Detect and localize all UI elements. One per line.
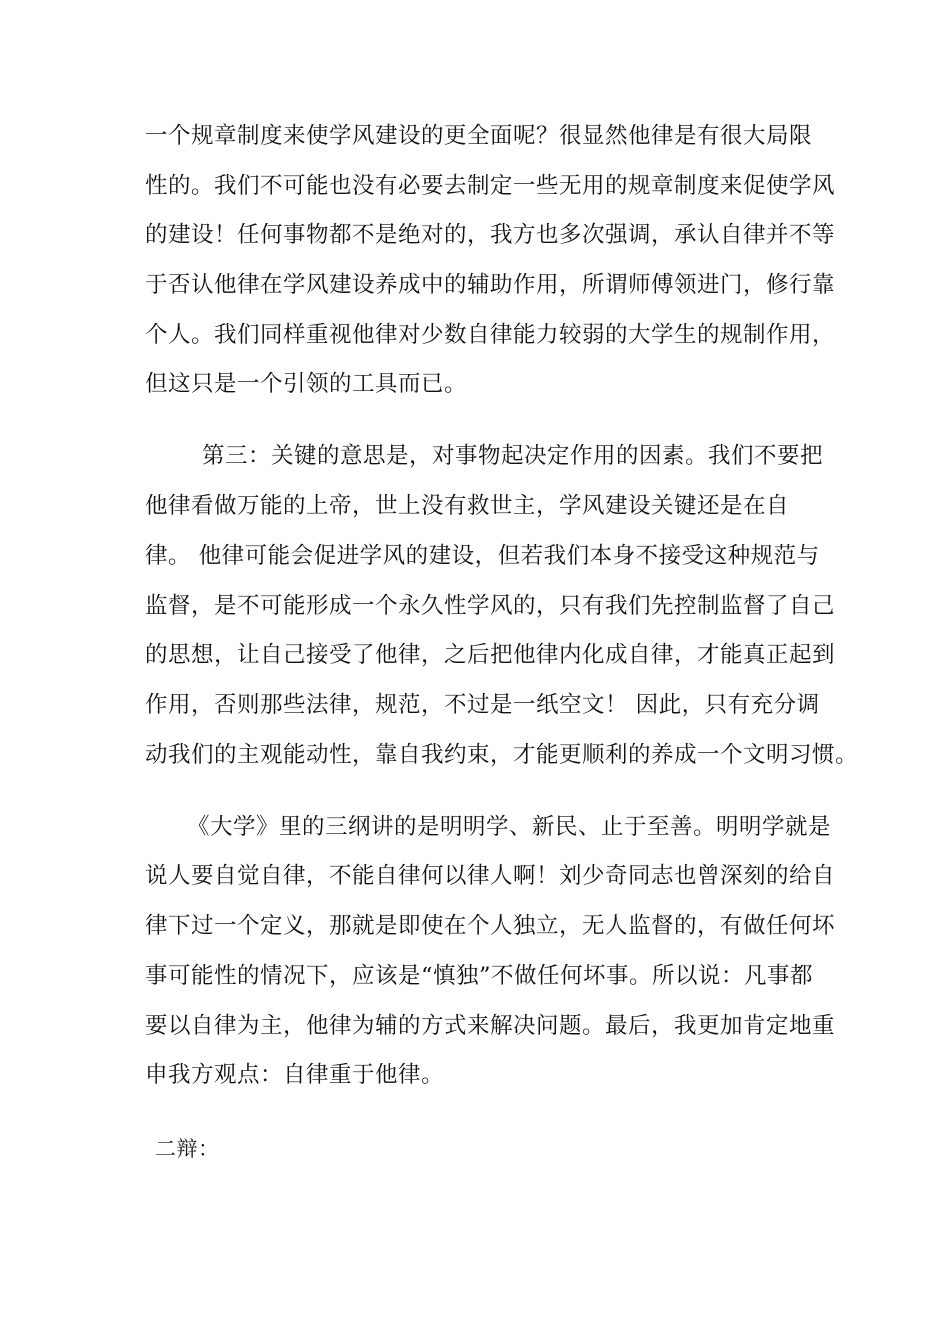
paragraph-line: 的建设！任何事物都不是绝对的，我方也多次强调，承认自律并不等: [145, 222, 836, 248]
paragraph-line: 性的。我们不可能也没有必要去制定一些无用的规章制度来促使学风: [145, 173, 836, 199]
paragraph-line: 事可能性的情况下，应该是“慎独”不做任何坏事。所以说：凡事都: [145, 963, 814, 989]
paragraph-line: 但这只是一个引领的工具而已。: [145, 371, 468, 397]
paragraph-line: 申我方观点：自律重于他律。: [145, 1062, 445, 1088]
paragraph-line: 律下过一个定义，那就是即使在个人独立，无人监督的，有做任何坏: [145, 913, 836, 939]
paragraph-line: 个人。我们同样重视他律对少数自律能力较弱的大学生的规制作用，: [145, 322, 836, 348]
section-heading: 二辩：: [155, 1137, 220, 1161]
paragraph-line: 第三：关键的意思是，对事物起决定作用的因素。我们不要把: [202, 443, 824, 469]
paragraph-line: 律。 他律可能会促进学风的建设，但若我们本身不接受这种规范与: [145, 543, 820, 569]
paragraph-line: 说人要自觉自律，不能自律何以律人啊！刘少奇同志也曾深刻的给自: [145, 863, 836, 889]
paragraph-line: 《大学》里的三纲讲的是明明学、新民、止于至善。明明学就是: [187, 814, 832, 840]
paragraph-line: 动我们的主观能动性，靠自我约束，才能更顺利的养成一个文明习惯。: [145, 742, 859, 768]
paragraph-line: 监督，是不可能形成一个永久性学风的，只有我们先控制监督了自己: [145, 593, 836, 619]
paragraph-line: 要以自律为主，他律为辅的方式来解决问题。最后，我更加肯定地重: [145, 1013, 836, 1039]
paragraph-line: 一个规章制度来使学风建设的更全面呢？很显然他律是有很大局限: [145, 123, 813, 149]
paragraph-line: 他律看做万能的上帝，世上没有救世主，学风建设关键还是在自: [145, 493, 790, 519]
paragraph-line: 的思想，让自己接受了他律，之后把他律内化成自律，才能真正起到: [145, 642, 836, 668]
paragraph-line: 作用，否则那些法律，规范，不过是一纸空文！ 因此，只有充分调: [145, 692, 820, 718]
paragraph-line: 于否认他律在学风建设养成中的辅助作用，所谓师傅领进门，修行靠: [145, 272, 836, 298]
